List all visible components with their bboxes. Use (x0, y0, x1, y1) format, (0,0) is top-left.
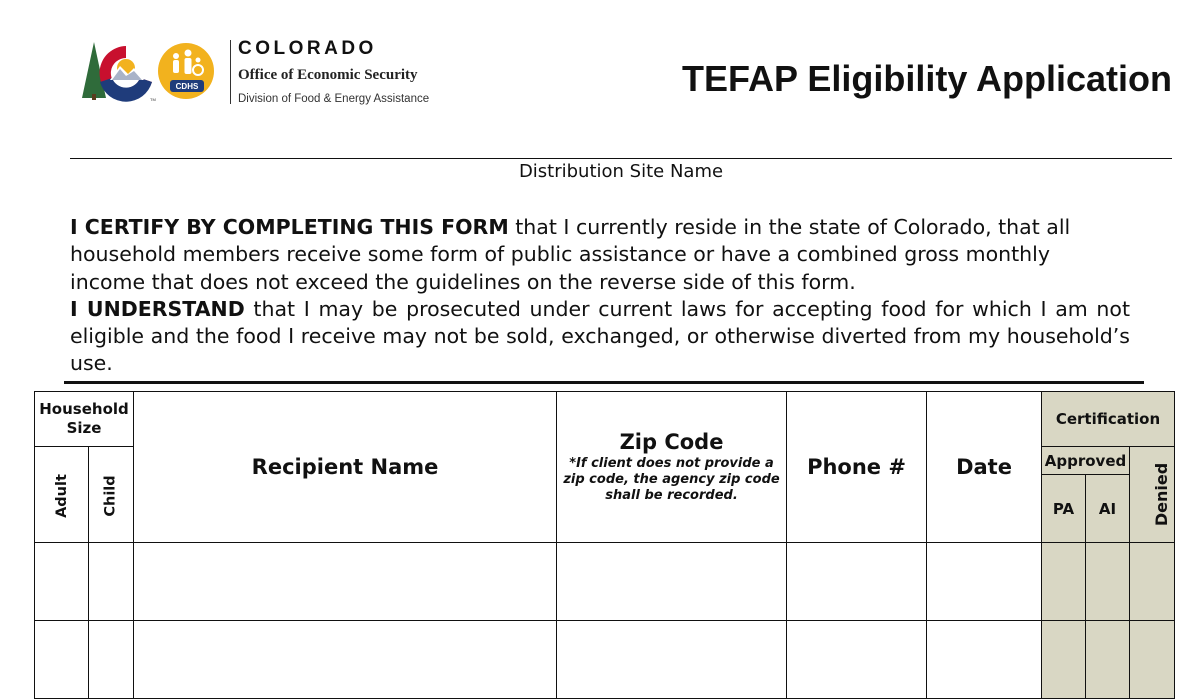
understand-heading: I UNDERSTAND (70, 296, 245, 321)
logo-trademark: TM (150, 97, 156, 102)
denied-cell[interactable] (1130, 543, 1175, 621)
section-divider (64, 381, 1144, 384)
zip-code-cell[interactable] (557, 621, 787, 699)
phone-header: Phone # (787, 392, 927, 543)
certify-heading: I CERTIFY BY COMPLETING THIS FORM (70, 215, 509, 239)
org-state: COLORADO (238, 38, 377, 59)
date-cell[interactable] (927, 621, 1042, 699)
zip-code-header (557, 392, 787, 543)
certify-paragraph (70, 214, 1130, 296)
approved-header: Approved (1042, 447, 1130, 475)
child-cell[interactable] (89, 543, 134, 621)
zip-code-cell[interactable] (557, 543, 787, 621)
adult-header (35, 447, 89, 543)
adult-cell[interactable] (35, 621, 89, 699)
header-logo (80, 38, 480, 110)
org-office: Office of Economic Security (238, 67, 418, 83)
child-label: Child (103, 475, 120, 517)
site-name-line[interactable] (70, 158, 1172, 159)
denied-label: Denied (1152, 462, 1172, 527)
colorado-cdhs-logo-icon (80, 38, 226, 104)
certification-header: Certification (1042, 392, 1175, 447)
denied-header (1130, 447, 1175, 543)
table-row (35, 621, 1175, 699)
zip-code-title: Zip Code (619, 430, 724, 454)
date-cell[interactable] (927, 543, 1042, 621)
recipient-name-cell[interactable] (134, 543, 557, 621)
understand-body: that I may be prosecuted under current laws for accepting food for which I am not eligible and the food I receive may not be sold, exchanged, or otherwise diverted from my household’s use. (70, 296, 1130, 376)
pa-cell[interactable] (1042, 621, 1086, 699)
adult-label: Adult (53, 474, 70, 518)
zip-code-note: *If client does not provide a zip code, the agency zip code shall be recorded. (563, 456, 780, 503)
adult-cell[interactable] (35, 543, 89, 621)
recipient-name-cell[interactable] (134, 621, 557, 699)
ai-cell[interactable] (1086, 543, 1130, 621)
child-cell[interactable] (89, 621, 134, 699)
certify-body: that I currently reside in the state of Colorado, that all household members receive some form of public assistance or have a combined gross monthly income that does not exceed the guidelines on the reverse side of this form. (70, 215, 1071, 294)
household-size-header: Household Size (35, 392, 134, 447)
phone-cell[interactable] (787, 543, 927, 621)
document-title: TEFAP Eligibility Application (681, 58, 1172, 99)
logo-divider (230, 40, 231, 104)
date-header: Date (927, 392, 1042, 543)
denied-cell[interactable] (1130, 621, 1175, 699)
table-row (35, 543, 1175, 621)
org-division: Division of Food & Energy Assistance (238, 93, 430, 105)
recipient-name-header: Recipient Name (134, 392, 557, 543)
phone-cell[interactable] (787, 621, 927, 699)
site-name-label: Distribution Site Name (518, 161, 724, 182)
logo-badge-text: CDHS (175, 82, 199, 91)
ai-header: AI (1086, 475, 1130, 543)
certification-statement (70, 214, 1130, 378)
recipient-table (34, 391, 1175, 699)
child-header (89, 447, 134, 543)
understand-paragraph (70, 296, 1130, 378)
pa-cell[interactable] (1042, 543, 1086, 621)
pa-header: PA (1042, 475, 1086, 543)
ai-cell[interactable] (1086, 621, 1130, 699)
